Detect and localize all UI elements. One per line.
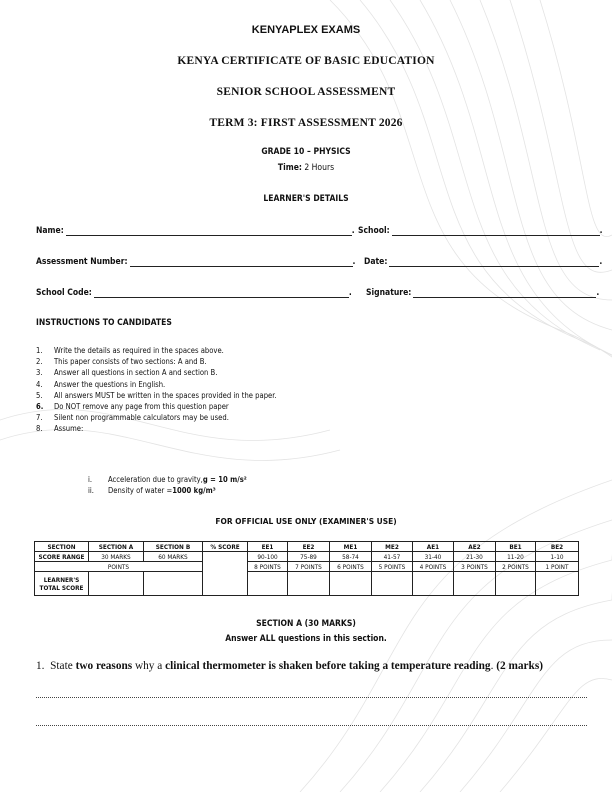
instruction-item: 1. Write the details as required in the spaces above. [36,346,224,355]
level-range: 1-10 [536,552,579,562]
school-field[interactable]: School: . [358,226,603,236]
section-b-marks: 60 MARKS [144,552,203,562]
learner-total-label: LEARNER'S TOTAL SCORE [35,572,89,596]
answer-line[interactable] [36,697,587,698]
assume-item: i. Acceleration due to gravity, g = 10 m/s² [88,475,247,484]
name-label: Name: [36,226,64,236]
name-field[interactable]: Name: . [36,226,355,236]
level-cell[interactable] [372,572,413,596]
instruction-item: 2. This paper consists of two sections: A and B. [36,357,207,367]
school-line[interactable] [392,226,600,236]
time-label: Time: [277,163,302,173]
question-marks: (2 marks) [496,660,543,672]
level-range: 31-40 [413,552,454,562]
school-code-field[interactable]: School Code: . [36,288,352,298]
official-use-heading: FOR OFFICIAL USE ONLY (EXAMINER'S USE) [215,516,397,526]
question-1: 1. State two reasons why a clinical thermometer is shaken before taking a temperature reading. (2 marks) [36,660,543,672]
instruction-item: 5. All answers MUST be written in the spaces provided in the paper. [36,390,277,400]
level-points: 5 POINTS [372,562,413,572]
level-code: ME2 [372,542,413,552]
level-range: 58-74 [330,552,372,562]
exam-time [0,163,612,173]
level-cell[interactable] [248,572,288,596]
name-line[interactable] [66,226,352,236]
level-points: 8 POINTS [248,562,288,572]
signature-label: Signature: [366,288,412,298]
question-number: 1. [36,660,45,672]
level-points: 3 POINTS [454,562,496,572]
term-title: TERM 3: FIRST ASSESSMENT 2026 [209,117,403,129]
level-cell[interactable] [413,572,454,596]
school-code-line[interactable] [94,288,349,298]
school-label: School: [358,226,390,236]
instruction-item: 7. Silent non programmable calculators may be used. [36,413,229,423]
instruction-item: 3. Answer all questions in section A and section B. [36,368,218,378]
level-cell[interactable] [496,572,536,596]
assume-list [88,474,247,496]
section-a-subtitle: Answer ALL questions in this section. [225,634,387,644]
level-cell[interactable] [454,572,496,596]
grade-subject: GRADE 10 – PHYSICS [261,147,351,157]
instruction-item: 6. Do NOT remove any page from this question paper [36,402,229,412]
level-points: 2 POINTS [496,562,536,572]
pct-score-cell[interactable] [203,552,248,596]
instruction-item: 4. Answer the questions in English. [36,379,166,389]
section-b-header: SECTION B [144,542,203,552]
assessment-number-label: Assessment Number: [36,257,128,267]
level-code: BE2 [536,542,579,552]
date-label: Date: [364,257,388,267]
level-range: 11-20 [496,552,536,562]
section-a-marks: 30 MARKS [89,552,144,562]
level-cell[interactable] [330,572,372,596]
score-table [34,541,579,596]
level-range: 90-100 [248,552,288,562]
learner-details-heading: LEARNER'S DETAILS [263,194,349,204]
level-code: EE1 [248,542,288,552]
level-code: ME1 [330,542,372,552]
level-points: 4 POINTS [413,562,454,572]
instruction-item: 8. Assume: [36,424,84,434]
level-code: BE1 [496,542,536,552]
level-points: 6 POINTS [330,562,372,572]
instructions-list [36,345,277,435]
level-cell[interactable] [288,572,330,596]
level-code: AE1 [413,542,454,552]
level-code: AE2 [454,542,496,552]
signature-field[interactable]: Signature: . [366,288,600,298]
level-range: 41-57 [372,552,413,562]
exams-title: KENYAPLEX EXAMS [251,24,361,36]
assessment-number-field[interactable]: Assessment Number: . [36,257,356,267]
date-line[interactable] [389,257,599,267]
section-a-header: SECTION A [89,542,144,552]
score-range-label: SCORE RANGE [35,552,89,562]
level-points: 1 POINT [536,562,579,572]
section-a-title: SECTION A (30 MARKS) [256,619,356,629]
section-header: SECTION [35,542,89,552]
date-field[interactable]: Date: . [364,257,603,267]
answer-line[interactable] [36,725,587,726]
level-code: EE2 [288,542,330,552]
level-cell[interactable] [536,572,579,596]
section-a-score-cell[interactable] [89,572,144,596]
section-b-score-cell[interactable] [144,572,203,596]
signature-line[interactable] [413,288,596,298]
level-range: 75-89 [288,552,330,562]
level-points: 7 POINTS [288,562,330,572]
pct-score-header: % SCORE [203,542,248,552]
assume-item: ii. Density of water = 1000 kg/m³ [88,486,216,495]
instructions-title: INSTRUCTIONS TO CANDIDATES [36,318,172,328]
certificate-title: KENYA CERTIFICATE OF BASIC EDUCATION [177,55,435,67]
assessment-number-line[interactable] [130,257,353,267]
points-label: POINTS [35,562,203,572]
school-code-label: School Code: [36,288,92,298]
time-value: 2 Hours [304,163,335,173]
level-range: 21-30 [454,552,496,562]
assessment-title: SENIOR SCHOOL ASSESSMENT [216,86,396,98]
